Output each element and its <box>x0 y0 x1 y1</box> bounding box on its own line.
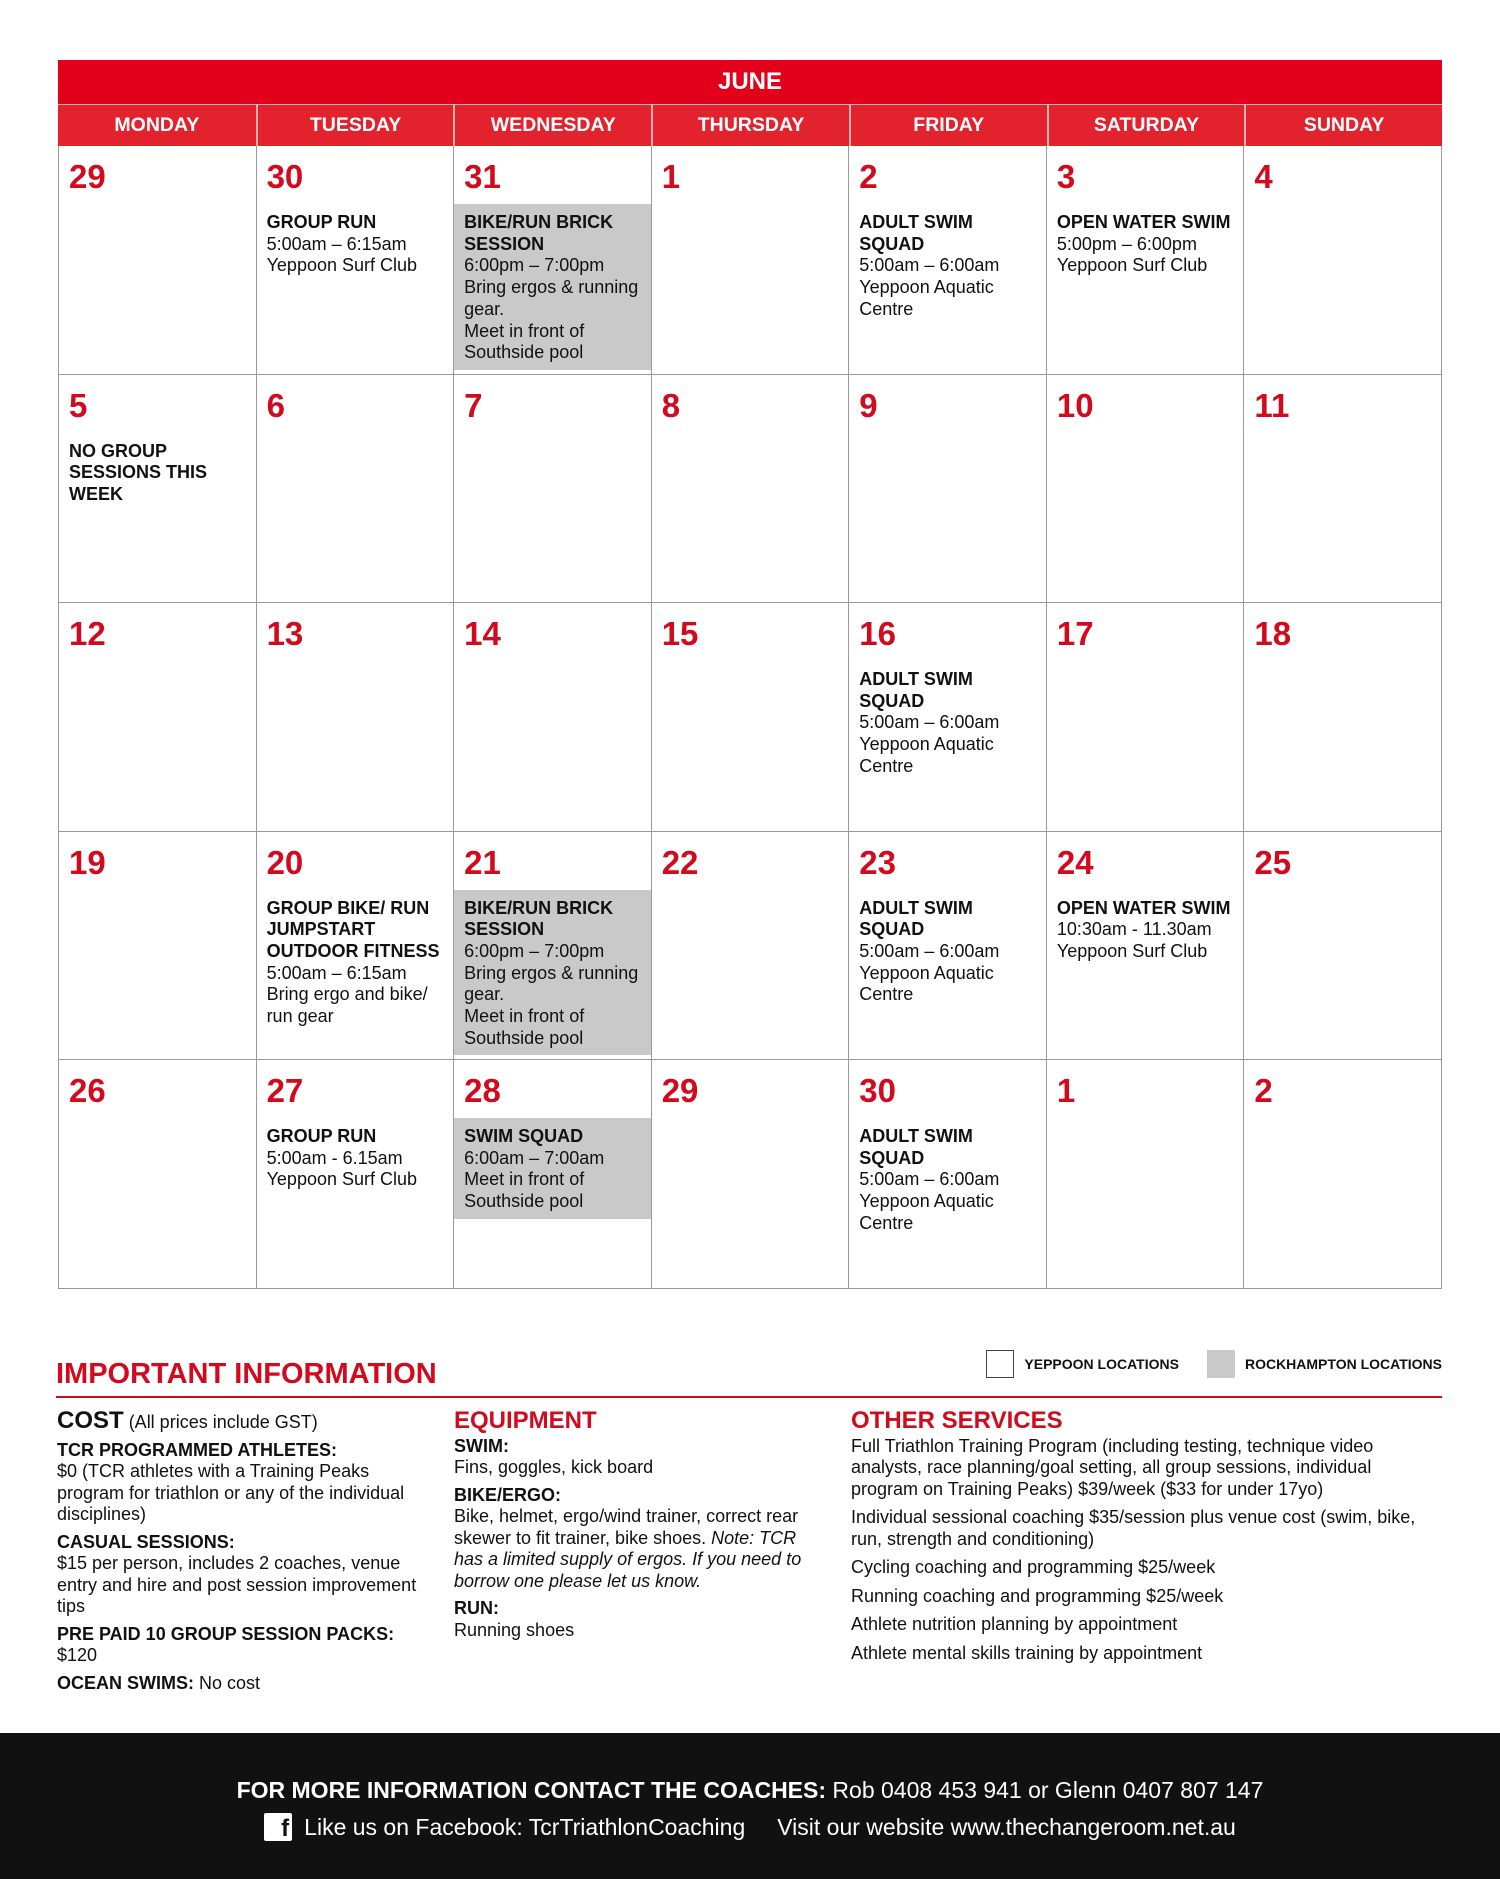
day-cell <box>59 603 257 832</box>
ocean-text: No cost <box>199 1672 261 1693</box>
day-number: 5 <box>69 386 88 424</box>
event-detail: 5:00am – 6:00am <box>859 1169 1000 1190</box>
rockhampton-swatch-icon <box>1207 1350 1235 1378</box>
day-cell <box>257 832 455 1061</box>
event-detail: Meet in front of Southside pool <box>464 1006 585 1048</box>
day-number: 4 <box>1254 158 1273 195</box>
day-number: 22 <box>661 843 699 881</box>
social-line <box>0 1813 1500 1841</box>
swim-text: Fins, goggles, kick board <box>454 1457 654 1477</box>
rockhampton-event <box>454 204 651 370</box>
event-detail: Meet in front of Southside pool <box>464 1169 585 1212</box>
event-detail: Bring ergos & running gear. <box>464 277 639 319</box>
yeppoon-event <box>1047 204 1244 283</box>
day-number: 3 <box>1056 158 1076 195</box>
day-cell <box>1047 603 1245 832</box>
event-detail: Yeppoon Aquatic Centre <box>859 277 994 319</box>
event-title: SWIM SQUAD <box>464 1126 584 1146</box>
service-item: Full Triathlon Training Program (including testing, technique video analysts, race planning/goal setting, all group sessions, individual program on Training Peaks) $39/week ($33 for under 17yo) <box>851 1435 1374 1499</box>
cost-text: $15 per person, includes 2 coaches, venue entry and hire and post session improvement tips <box>57 1553 417 1616</box>
event-title: GROUP RUN <box>266 212 377 232</box>
service-item: Individual sessional coaching $35/session plus venue cost (swim, bike, run, strength and conditioning) <box>851 1507 1416 1549</box>
event-detail: 10:30am - 11.30am <box>1056 919 1212 940</box>
service-item: Athlete nutrition planning by appointment <box>851 1614 1178 1634</box>
ocean-label: OCEAN SWIMS: <box>57 1672 194 1693</box>
run-label: RUN: <box>454 1598 499 1618</box>
rockhampton-event <box>454 890 651 1056</box>
day-number: 6 <box>266 386 285 424</box>
event-title: NO GROUP SESSIONS THIS WEEK <box>69 440 208 504</box>
services-heading: OTHER SERVICES <box>851 1407 1063 1434</box>
bike-note: Note: TCR has a limited supply of ergos. If you need to borrow one please let us know. <box>454 1527 802 1591</box>
day-cell <box>652 832 850 1061</box>
day-cell <box>1244 375 1442 604</box>
day-cell <box>59 1060 257 1289</box>
event-detail: Yeppoon Aquatic Centre <box>859 962 994 1005</box>
day-cell <box>257 603 455 832</box>
event-title: BIKE/RUN BRICK SESSION <box>464 212 614 254</box>
day-number: 18 <box>1254 615 1292 652</box>
equipment-heading: EQUIPMENT <box>454 1407 597 1434</box>
event-detail: Bring ergos & running gear. <box>464 962 639 1005</box>
contact-line <box>0 1777 1500 1804</box>
event-detail: 5:00am – 6:00am <box>859 255 1000 276</box>
day-cell <box>1047 1060 1245 1289</box>
day-number: 8 <box>661 386 681 424</box>
day-cell <box>849 603 1047 832</box>
weekday-thursday: THURSDAY <box>651 105 849 146</box>
rockhampton-event <box>454 1118 651 1219</box>
facebook-icon[interactable]: f <box>264 1813 292 1841</box>
cost-label: CASUAL SESSIONS: <box>57 1531 235 1552</box>
cost-text: $120 <box>57 1645 98 1665</box>
services-column <box>851 1407 1436 1671</box>
event-title: ADULT SWIM SQUAD <box>859 1126 973 1168</box>
day-number: 25 <box>1254 843 1292 881</box>
day-cell <box>257 1060 455 1289</box>
day-cell <box>1047 375 1245 604</box>
day-cell <box>1244 832 1442 1061</box>
calendar <box>58 60 1442 1289</box>
day-number: 1 <box>661 158 681 195</box>
yeppoon-event <box>849 661 1046 784</box>
legend-yeppoon: YEPPOON LOCATIONS <box>1024 1356 1179 1372</box>
event-detail: 6:00pm – 7:00pm <box>464 940 605 961</box>
bike-text: Bike, helmet, ergo/wind trainer, correct rear skewer to fit trainer, bike shoes. <box>454 1506 799 1548</box>
day-cell <box>59 832 257 1061</box>
cost-column <box>57 1407 417 1700</box>
yeppoon-event <box>1047 890 1244 969</box>
event-detail: Yeppoon Surf Club <box>1056 940 1208 961</box>
day-number: 30 <box>859 1072 896 1109</box>
event-title: GROUP BIKE/ RUN JUMPSTART OUTDOOR FITNESS <box>266 897 440 961</box>
event-detail: 5:00am – 6:15am <box>266 233 407 254</box>
facebook-link[interactable]: Like us on Facebook: TcrTriathlonCoaching <box>304 1813 746 1840</box>
day-number: 29 <box>661 1072 699 1109</box>
day-number: 31 <box>464 158 501 195</box>
day-number: 2 <box>859 158 878 195</box>
day-cell <box>59 375 257 604</box>
event-title: OPEN WATER SWIM <box>1056 212 1231 232</box>
service-item: Cycling coaching and programming $25/week <box>851 1557 1216 1577</box>
yeppoon-event <box>257 890 454 1034</box>
event-detail: Yeppoon Surf Club <box>266 255 418 276</box>
day-cell <box>1047 832 1245 1061</box>
day-number: 13 <box>266 615 304 652</box>
contact-text: Rob 0408 453 941 or Glenn 0407 807 147 <box>832 1777 1264 1803</box>
day-cell <box>849 832 1047 1061</box>
event-title: ADULT SWIM SQUAD <box>859 212 973 254</box>
yeppoon-swatch-icon <box>986 1350 1014 1378</box>
run-text: Running shoes <box>454 1619 575 1640</box>
swim-label: SWIM: <box>454 1435 509 1456</box>
event-title: OPEN WATER SWIM <box>1056 897 1231 918</box>
day-number: 29 <box>69 158 106 195</box>
day-number: 11 <box>1254 386 1290 424</box>
day-cell <box>652 146 850 375</box>
cost-label: TCR PROGRAMMED ATHLETES: <box>57 1439 337 1460</box>
month-title: JUNE <box>58 60 1442 104</box>
weekday-friday: FRIDAY <box>849 105 1047 146</box>
day-number: 26 <box>69 1072 106 1109</box>
day-number: 12 <box>69 615 106 652</box>
divider <box>56 1396 1442 1398</box>
day-number: 23 <box>859 843 896 881</box>
calendar-grid <box>58 146 1442 1289</box>
day-number: 30 <box>266 158 304 195</box>
cost-heading: COST <box>57 1407 124 1434</box>
day-number: 1 <box>1056 1072 1076 1109</box>
day-number: 17 <box>1056 615 1094 652</box>
cost-text: $0 (TCR athletes with a Training Peaks program for triathlon or any of the individual disciplines) <box>57 1461 405 1524</box>
event-detail: Meet in front of Southside pool <box>464 320 585 363</box>
day-cell <box>454 832 652 1061</box>
day-cell <box>257 375 455 604</box>
day-number: 28 <box>464 1072 501 1109</box>
event-detail: 5:00am – 6:00am <box>859 940 1000 961</box>
day-cell <box>652 375 850 604</box>
weekday-wednesday: WEDNESDAY <box>453 105 651 146</box>
day-cell <box>849 1060 1047 1289</box>
event-title: BIKE/RUN BRICK SESSION <box>464 897 614 940</box>
day-cell <box>1244 603 1442 832</box>
day-number: 16 <box>859 615 896 652</box>
day-number: 14 <box>464 615 501 652</box>
day-number: 24 <box>1056 843 1094 881</box>
event-detail: Bring ergo and bike/ run gear <box>266 984 428 1027</box>
event-detail: 5:00pm – 6:00pm <box>1056 233 1197 254</box>
bike-label: BIKE/ERGO: <box>454 1484 562 1505</box>
cost-note: (All prices include GST) <box>128 1412 318 1432</box>
day-cell <box>652 603 850 832</box>
event-detail: 5:00am – 6:15am <box>266 962 407 983</box>
weekday-sunday: SUNDAY <box>1244 105 1442 146</box>
day-cell <box>454 146 652 375</box>
day-number: 10 <box>1056 386 1094 424</box>
event-detail: 6:00am – 7:00am <box>464 1147 605 1168</box>
day-cell <box>849 375 1047 604</box>
equipment-column <box>454 1407 824 1647</box>
contact-label: FOR MORE INFORMATION CONTACT THE COACHES: <box>236 1777 827 1803</box>
day-number: 19 <box>69 843 106 881</box>
event-detail: Yeppoon Aquatic Centre <box>859 1191 994 1233</box>
yeppoon-event <box>59 433 256 512</box>
day-cell <box>454 375 652 604</box>
legend <box>986 1350 1442 1378</box>
day-number: 27 <box>266 1072 304 1109</box>
day-cell <box>1047 146 1245 375</box>
day-cell <box>257 146 455 375</box>
day-number: 21 <box>464 843 501 881</box>
yeppoon-event <box>257 1118 454 1197</box>
legend-rockhampton: ROCKHAMPTON LOCATIONS <box>1244 1356 1442 1372</box>
day-cell <box>1244 1060 1442 1289</box>
day-number: 15 <box>661 615 699 652</box>
yeppoon-event <box>849 890 1046 1013</box>
event-detail: 6:00pm – 7:00pm <box>464 255 605 276</box>
day-cell <box>1244 146 1442 375</box>
cost-label: PRE PAID 10 GROUP SESSION PACKS: <box>57 1623 395 1644</box>
event-detail: Yeppoon Surf Club <box>1056 255 1208 276</box>
event-detail: 5:00am - 6.15am <box>266 1147 403 1168</box>
weekday-tuesday: TUESDAY <box>256 105 454 146</box>
day-cell <box>454 603 652 832</box>
yeppoon-event <box>849 204 1046 327</box>
day-number: 20 <box>266 843 304 881</box>
event-detail: 5:00am – 6:00am <box>859 712 1000 733</box>
service-item: Running coaching and programming $25/week <box>851 1585 1224 1606</box>
event-title: GROUP RUN <box>266 1126 377 1146</box>
day-number: 9 <box>859 386 878 424</box>
event-title: ADULT SWIM SQUAD <box>859 897 973 940</box>
day-cell <box>849 146 1047 375</box>
day-cell <box>454 1060 652 1289</box>
yeppoon-event <box>849 1118 1046 1241</box>
day-cell <box>59 146 257 375</box>
event-title: ADULT SWIM SQUAD <box>859 669 973 711</box>
day-cell <box>652 1060 850 1289</box>
event-detail: Yeppoon Surf Club <box>266 1169 418 1190</box>
event-detail: Yeppoon Aquatic Centre <box>859 734 994 776</box>
service-item: Athlete mental skills training by appointment <box>851 1642 1203 1663</box>
day-number: 7 <box>464 386 483 424</box>
footer <box>0 1733 1500 1879</box>
website-link[interactable]: Visit our website www.thechangeroom.net.au <box>777 1813 1236 1840</box>
yeppoon-event <box>257 204 454 283</box>
weekday-monday: MONDAY <box>114 114 200 136</box>
day-number: 2 <box>1254 1072 1273 1109</box>
info-title: IMPORTANT INFORMATION <box>56 1358 437 1390</box>
weekday-header <box>58 104 1442 146</box>
weekday-saturday: SATURDAY <box>1047 105 1245 146</box>
